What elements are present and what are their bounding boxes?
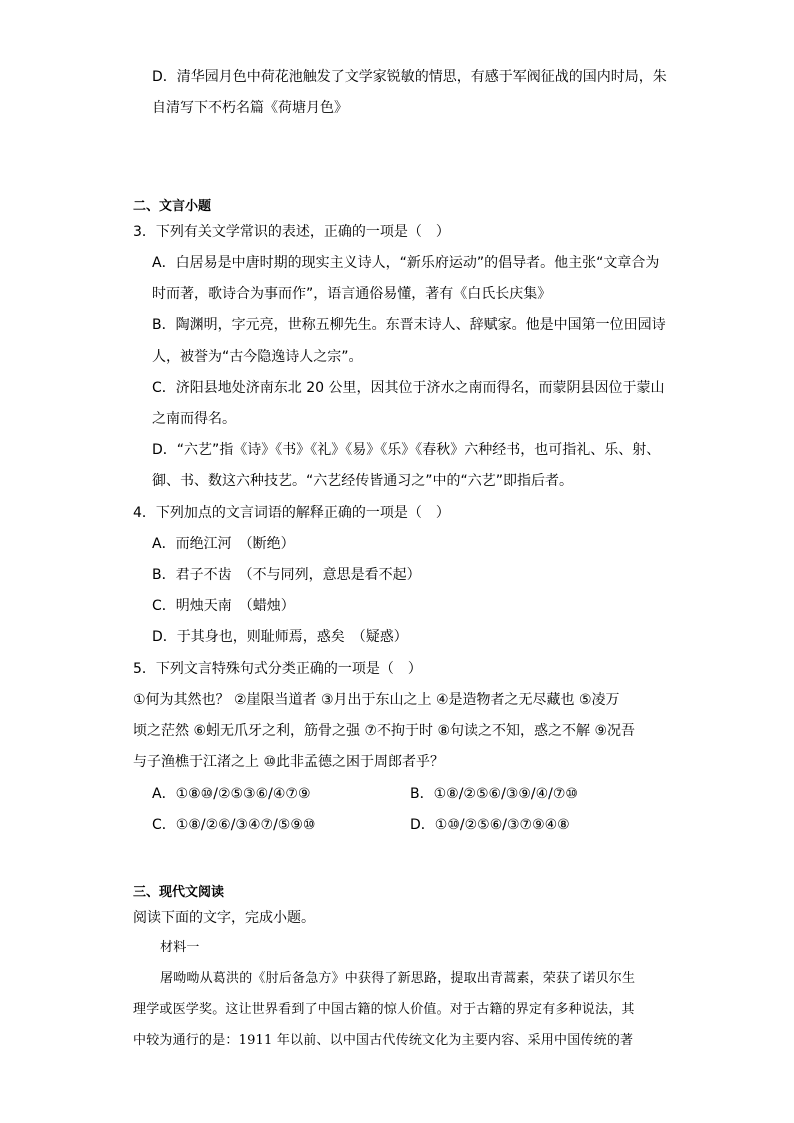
q5-sentences-line1: ①何为其然也？ ②崖限当道者 ③月出于东山之上 ④是造物者之无尽藏也 ⑤凌万 <box>133 692 620 708</box>
q5-option-d: D．①⑩/②⑤⑥/③⑦⑨④⑧ <box>410 817 570 833</box>
q5-sentences-line3: 与子渔樵于江渚之上 ⑩此非孟德之困于周郎者乎？ <box>133 754 444 770</box>
material-paragraph-line2: 理学或医学奖。这让世界看到了中国古籍的惊人价值。对于古籍的界定有多种说法，其 <box>133 1002 635 1017</box>
q3-option-b-line2: 人，被誉为“古今隐逸诗人之宗”。 <box>152 349 363 365</box>
q3-option-c-line1: C．济阳县地处济南东北 20 公里，因其位于济水之南而得名，而蒙阴县因位于蒙山 <box>152 380 665 396</box>
q2-option-d-line2: 自清写下不朽名篇《荷塘月色》 <box>152 100 348 116</box>
q3-option-d-line2: 御、书、数这六种技艺。“六艺经传皆通习之”中的“六艺”即指后者。 <box>152 473 574 489</box>
q4-stem: 4．下列加点的文言词语的解释正确的一项是（ ） <box>133 505 450 521</box>
q3-option-a-line2: 时而著，歌诗合为事而作”，语言通俗易懂，著有《白氏长庆集》 <box>152 286 552 302</box>
q5-option-b: B．①⑧/②⑤⑥/③⑨/④/⑦⑩ <box>410 786 578 802</box>
q3-option-a-line1: A．白居易是中唐时期的现实主义诗人，“新乐府运动”的倡导者。他主张“文章合为 <box>152 255 660 271</box>
q4-option-d: D．于其身也，则耻师焉，惑矣 （疑惑） <box>152 629 408 645</box>
q3-option-b-line1: B．陶渊明，字元亮，世称五柳先生。东晋末诗人、辞赋家。他是中国第一位田园诗 <box>152 317 666 333</box>
section-2-heading: 二、文言小题 <box>133 199 212 214</box>
q4-option-a: A．而绝江河 （断绝） <box>152 536 295 552</box>
section-3-heading: 三、现代文阅读 <box>133 885 225 900</box>
material-paragraph-line3: 中较为通行的是：1911 年以前、以中国古代传统文化为主要内容、采用中国传统的著 <box>133 1033 634 1048</box>
q3-option-d-line1: D．“六艺”指《诗》《书》《礼》《易》《乐》《春秋》六种经书，也可指礼、乐、射、 <box>152 442 661 458</box>
q5-stem: 5．下列文言特殊句式分类正确的一项是（ ） <box>133 661 422 677</box>
material-paragraph-line1: 屠呦呦从葛洪的《肘后备急方》中获得了新思路，提取出青蒿素，荣获了诺贝尔生 <box>160 971 636 986</box>
q3-option-c-line2: 之南而得名。 <box>152 411 236 427</box>
q5-option-c: C．①⑧/②⑥/③④⑦/⑤⑨⑩ <box>152 817 316 833</box>
reading-instruction: 阅读下面的文字，完成小题。 <box>133 910 315 926</box>
q4-option-c: C．明烛天南 （蜡烛） <box>152 598 295 614</box>
q3-stem: 3．下列有关文学常识的表述，正确的一项是（ ） <box>133 224 450 240</box>
q4-option-b: B．君子不齿 （不与同列，意思是看不起） <box>152 567 421 583</box>
material-one-title: 材料一 <box>160 940 200 955</box>
q5-option-a: A．①⑧⑩/②⑤③⑥/④⑦⑨ <box>152 786 311 802</box>
q5-sentences-line2: 顷之茫然 ⑥蚓无爪牙之利，筋骨之强 ⑦不拘于时 ⑧句读之不知，惑之不解 ⑨况吾 <box>133 723 636 739</box>
q2-option-d-line1: D．清华园月色中荷花池触发了文学家锐敏的情思，有感于军阀征战的国内时局，朱 <box>152 69 667 85</box>
